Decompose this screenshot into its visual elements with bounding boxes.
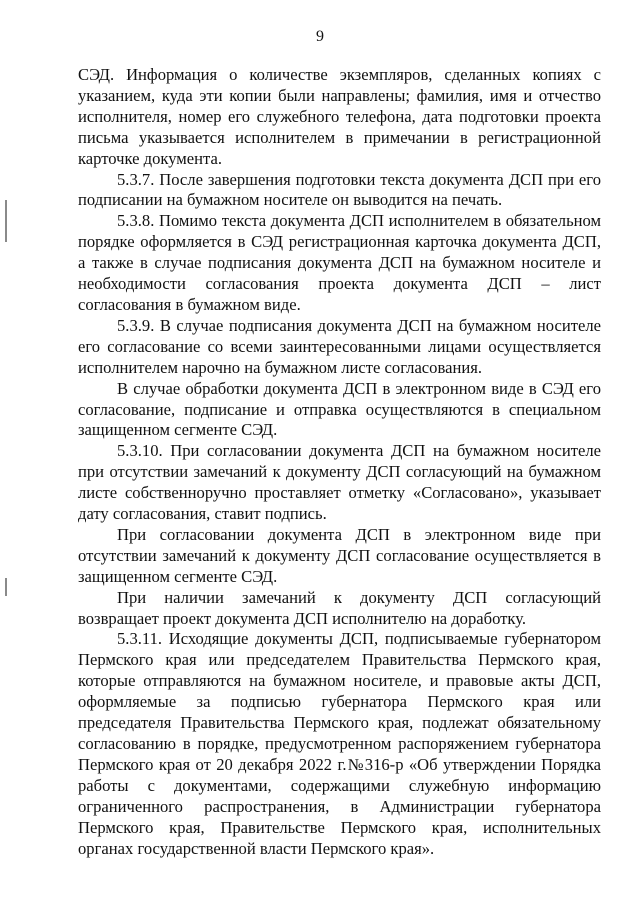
- paragraph-5-3-9-electronic: В случае обработки документа ДСП в электронном виде в СЭД его согласование, подписание и отправка осуществляются в специальном защищенном сегменте СЭД.: [78, 378, 601, 440]
- paragraph-5-3-9: 5.3.9. В случае подписания документа ДСП на бумажном носителе его согласование со всеми заинтересованными лицами осуществляется исполнителем нарочно на бумажном листе согласования.: [78, 315, 601, 377]
- paragraph-5-3-10: 5.3.10. При согласовании документа ДСП на бумажном носителе при отсутствии замечаний к документу ДСП согласующий на бумажном листе собственноручно проставляет отметку «Согласовано», указывает дату согласования, ставит подпись.: [78, 441, 601, 524]
- scan-edge-mark-bottom: [5, 578, 7, 596]
- paragraph-5-3-11: 5.3.11. Исходящие документы ДСП, подписываемые губернатором Пермского края или председателем Правительства Пермского края, которые отправляются на бумажном носителе, и правовые акты ДСП, оформляемые за подписью губернатора Пермского края или председателя Правительства Пермского края, подлежат обязательному согласованию в порядке, предусмотренном распоряжением губернатора Пермского края от 20 декабря 2022 г.№316-р «Об утверждении Порядка работы с документами, содержащими служебную информацию ограниченного распространения, в Администрации губернатора Пермского края, Правительстве Пермского края, исполнительных органах государственной власти Пермского края».: [78, 629, 601, 858]
- scan-edge-mark-top: [5, 200, 7, 242]
- document-body: [78, 65, 601, 859]
- paragraph-continuation: СЭД. Информация о количестве экземпляров, сделанных копиях с указанием, куда эти копии были направлены; фамилия, имя и отчество исполнителя, номер его служебного телефона, дата подготовки проекта письма указывается исполнителем в примечании в регистрационной карточке документа.: [78, 65, 601, 168]
- paragraph-5-3-10-remarks: При наличии замечаний к документу ДСП согласующий возвращает проект документа ДСП исполнителю на доработку.: [78, 587, 601, 628]
- paragraph-5-3-8: 5.3.8. Помимо текста документа ДСП исполнителем в обязательном порядке оформляется в СЭД регистрационная карточка документа ДСП, а также в случае подписания документа ДСП на бумажном носителе и необходимости согласования проекта документа ДСП – лист согласования в бумажном виде.: [78, 211, 601, 314]
- paragraph-5-3-10-electronic: При согласовании документа ДСП в электронном виде при отсутствии замечаний к документу ДСП согласование осуществляется в защищенном сегменте СЭД.: [78, 524, 601, 586]
- page-number: 9: [316, 28, 324, 45]
- paragraph-5-3-7: 5.3.7. После завершения подготовки текста документа ДСП при его подписании на бумажном носителе он выводится на печать.: [78, 169, 601, 210]
